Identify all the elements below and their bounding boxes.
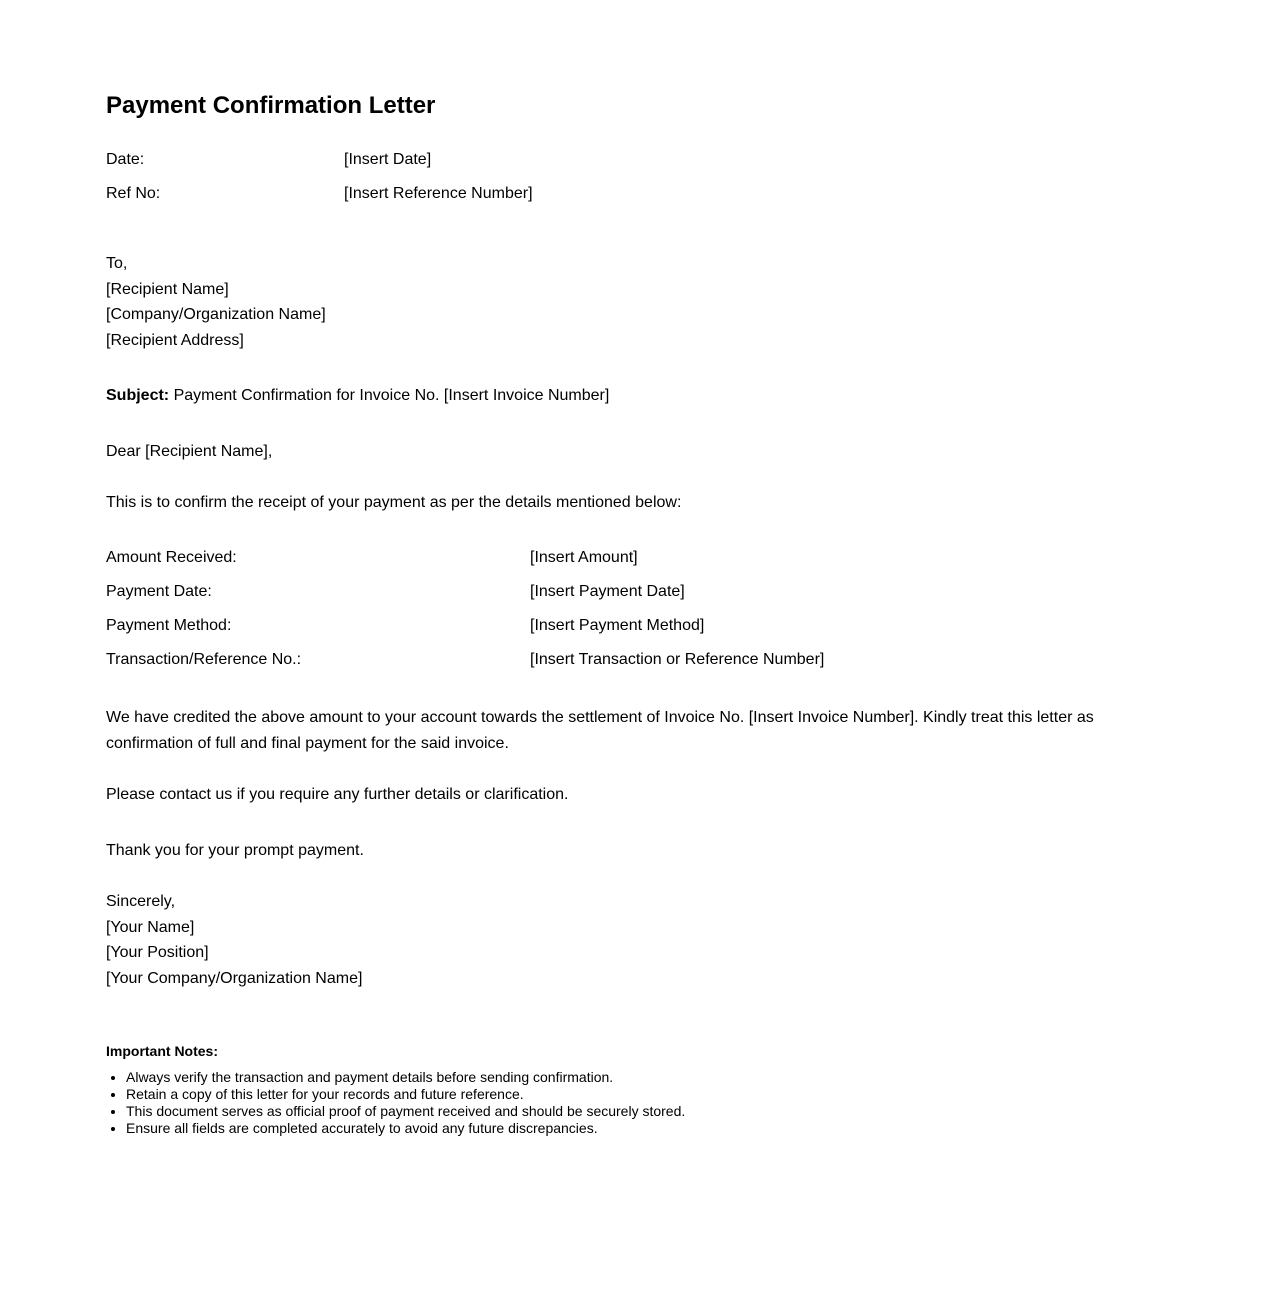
intro-text: This is to confirm the receipt of your payment as per the details mentioned below:: [106, 494, 682, 511]
recipient-company: [Company/Organization Name]: [106, 306, 326, 323]
recipient-to: To,: [106, 255, 128, 272]
list-item: • This document serves as official proof of payment received and should be securely stored.: [126, 1103, 685, 1120]
contact-line: Please contact us if you require any further details or clarification.: [106, 786, 569, 803]
recipient-block: [106, 251, 326, 353]
recipient-name: [Recipient Name]: [106, 280, 229, 298]
subject-line: [106, 386, 609, 406]
detail-value: [Insert Amount]: [530, 549, 638, 566]
detail-value: [Insert Transaction or Reference Number]: [530, 651, 825, 668]
thanks-line: Thank you for your prompt payment.: [106, 842, 364, 859]
list-item: • Retain a copy of this letter for your records and future reference.: [126, 1086, 685, 1103]
notes-list: [106, 1069, 685, 1137]
detail-label: Payment Method:: [106, 617, 232, 634]
body-paragraph: We have credited the above amount to your account towards the settlement of Invoice No. [Insert Invoice Number]. Kindly treat this letter as confirmation of full and final payment for the said invoice.: [106, 709, 1094, 752]
detail-label: Transaction/Reference No.:: [106, 651, 302, 668]
page-title: Payment Confirmation Letter: [106, 92, 436, 119]
closing-position: [Your Position]: [106, 944, 209, 961]
meta-label: Date:: [106, 151, 145, 168]
list-item: • Ensure all fields are completed accurately to avoid any future discrepancies.: [126, 1120, 685, 1137]
closing-company: [Your Company/Organization Name]: [106, 969, 363, 987]
subject-label: Subject:: [106, 387, 170, 404]
closing-name: [Your Name]: [106, 918, 195, 936]
detail-value: [Insert Payment Date]: [530, 583, 685, 600]
detail-value: [Insert Payment Method]: [530, 617, 705, 634]
detail-label: Amount Received:: [106, 549, 237, 566]
meta-label: Ref No:: [106, 185, 161, 202]
notes-title: Important Notes:: [106, 1043, 218, 1059]
meta-value: [Insert Date]: [344, 151, 432, 168]
salutation: Dear [Recipient Name],: [106, 443, 273, 460]
list-item: • Always verify the transaction and payment details before sending confirmation.: [126, 1069, 685, 1086]
closing-signoff: Sincerely,: [106, 893, 176, 910]
subject-text: Payment Confirmation for Invoice No. [Insert Invoice Number]: [173, 387, 610, 404]
meta-value: [Insert Reference Number]: [344, 185, 533, 202]
closing-block: [106, 889, 362, 991]
recipient-address: [Recipient Address]: [106, 331, 244, 349]
detail-label: Payment Date:: [106, 583, 212, 600]
